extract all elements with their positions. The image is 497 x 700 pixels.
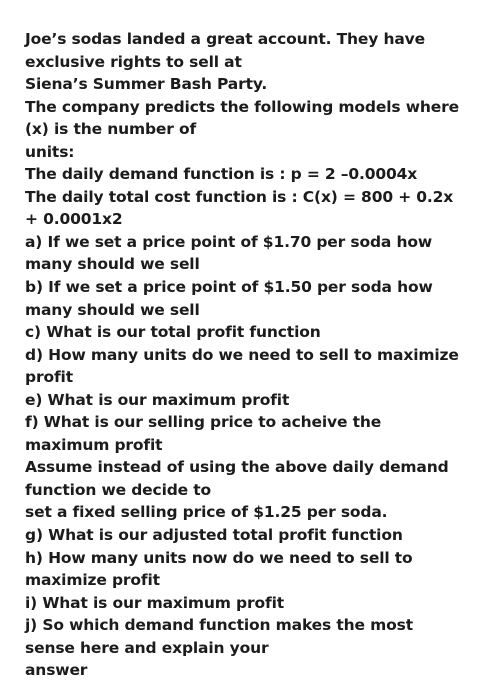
question-g: g) What is our adjusted total profit function <box>25 526 403 545</box>
problem-text <box>25 28 490 682</box>
question-b-line-1: b) If we set a price point of $1.50 per soda how <box>25 278 433 297</box>
question-j-line-3: answer <box>25 661 88 680</box>
assumption-line-3: set a fixed selling price of $1.25 per soda. <box>25 503 388 522</box>
question-a-line-1: a) If we set a price point of $1.70 per soda how <box>25 232 433 251</box>
question-j-line-2: sense here and explain your <box>25 638 269 657</box>
question-f-line-1: f) What is our selling price to acheive the <box>25 413 382 432</box>
models-line-1: The company predicts the following models where <box>25 97 459 116</box>
cost-function-line-1: The daily total cost function is : C(x) = 800 + 0.2x <box>25 187 454 206</box>
question-j-line-1: j) So which demand function makes the most <box>25 616 413 635</box>
question-d-line-1: d) How many units do we need to sell to maximize <box>25 345 459 364</box>
models-line-2: (x) is the number of <box>25 120 197 139</box>
intro-line-1: Joe’s sodas landed a great account. They have <box>25 30 425 48</box>
question-e: e) What is our maximum profit <box>25 390 290 409</box>
cost-function-line-2: + 0.0001x2 <box>25 210 123 229</box>
demand-function-line: The daily demand function is : p = 2 –0.0004x <box>25 165 418 184</box>
question-d-line-2: profit <box>25 368 73 387</box>
question-f-line-2: maximum profit <box>25 435 163 454</box>
question-a-line-2: many should we sell <box>25 255 200 274</box>
question-i: i) What is our maximum profit <box>25 593 285 612</box>
models-line-3: units: <box>25 142 75 161</box>
question-b-line-2: many should we sell <box>25 300 200 319</box>
intro-line-2: exclusive rights to sell at <box>25 52 242 71</box>
assumption-line-1: Assume instead of using the above daily demand <box>25 458 449 477</box>
assumption-line-2: function we decide to <box>25 480 212 499</box>
question-h-line-2: maximize profit <box>25 571 160 590</box>
intro-line-3: Siena’s Summer Bash Party. <box>25 75 268 94</box>
question-c: c) What is our total profit function <box>25 323 321 342</box>
question-h-line-1: h) How many units now do we need to sell to <box>25 548 413 567</box>
